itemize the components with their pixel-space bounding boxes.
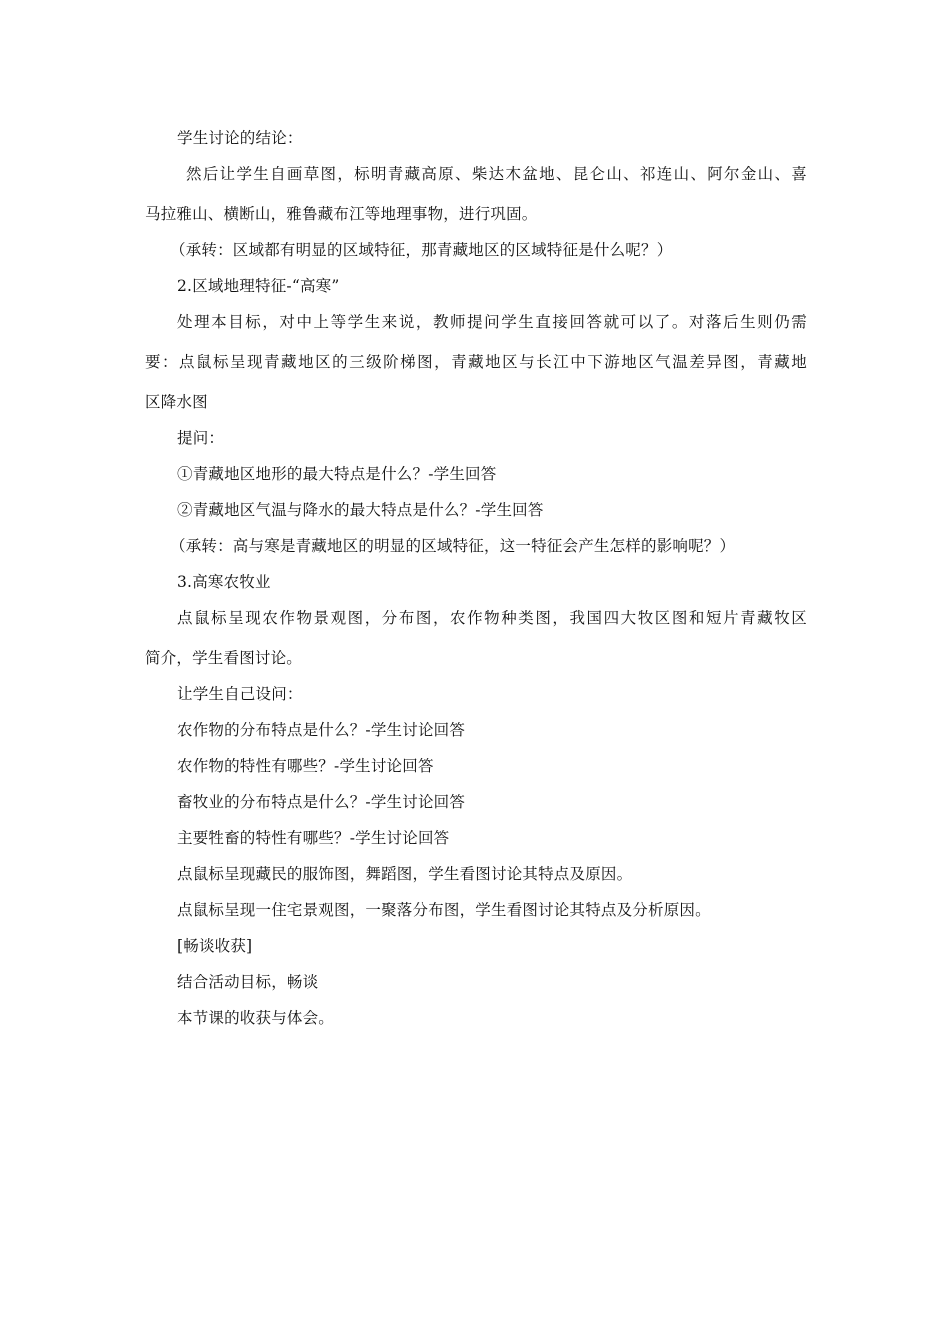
question-item-1: ①青藏地区地形的最大特点是什么？-学生回答 [177, 465, 497, 483]
paragraph-sketch-line2: 马拉雅山、横断山，雅鲁藏布江等地理事物，进行巩固。 [145, 205, 538, 223]
self-question-1: 农作物的分布特点是什么？-学生讨论回答 [177, 721, 466, 739]
self-question-2: 农作物的特性有哪些？-学生讨论回答 [177, 757, 434, 775]
question-heading: 提问： [177, 429, 225, 447]
paragraph-transition-2: （承转：高与寒是青藏地区的明显的区域特征，这一特征会产生怎样的影响呢？） [170, 537, 736, 555]
section-heading-harvest: [畅谈收获] [177, 937, 253, 955]
section-heading-2: 2.区域地理特征-“高寒” [177, 277, 340, 295]
paragraph-harvest-1: 结合活动目标，畅谈 [177, 973, 319, 991]
paragraph-sketch-line1: 然后让学生自画草图，标明青藏高原、柴达木盆地、昆仑山、祁连山、阿尔金山、喜 [186, 165, 807, 183]
self-question-heading: 让学生自己设问： [177, 685, 303, 703]
self-question-3: 畜牧业的分布特点是什么？-学生讨论回答 [177, 793, 466, 811]
section-heading-3: 3.高寒农牧业 [177, 573, 271, 591]
paragraph-goal-line3: 区降水图 [145, 393, 208, 411]
paragraph-goal-line2: 要：点鼠标呈现青藏地区的三级阶梯图，青藏地区与长江中下游地区气温差异图，青藏地 [145, 353, 807, 371]
paragraph-agri-line2: 简介，学生看图讨论。 [145, 649, 303, 667]
question-item-2: ②青藏地区气温与降水的最大特点是什么？-学生回答 [177, 501, 544, 519]
paragraph-harvest-2: 本节课的收获与体会。 [177, 1009, 335, 1027]
paragraph-conclusion-heading: 学生讨论的结论： [177, 129, 303, 147]
paragraph-transition-1: （承转：区域都有明显的区域特征，那青藏地区的区域特征是什么呢？） [170, 241, 673, 259]
paragraph-costume: 点鼠标呈现藏民的服饰图，舞蹈图，学生看图讨论其特点及原因。 [177, 865, 633, 883]
paragraph-agri-line1: 点鼠标呈现农作物景观图，分布图，农作物种类图，我国四大牧区图和短片青藏牧区 [177, 609, 807, 627]
paragraph-housing: 点鼠标呈现一住宅景观图，一聚落分布图，学生看图讨论其特点及分析原因。 [177, 901, 711, 919]
self-question-4: 主要牲畜的特性有哪些？-学生讨论回答 [177, 829, 450, 847]
paragraph-goal-line1: 处理本目标，对中上等学生来说，教师提问学生直接回答就可以了。对落后生则仍需 [177, 313, 807, 331]
